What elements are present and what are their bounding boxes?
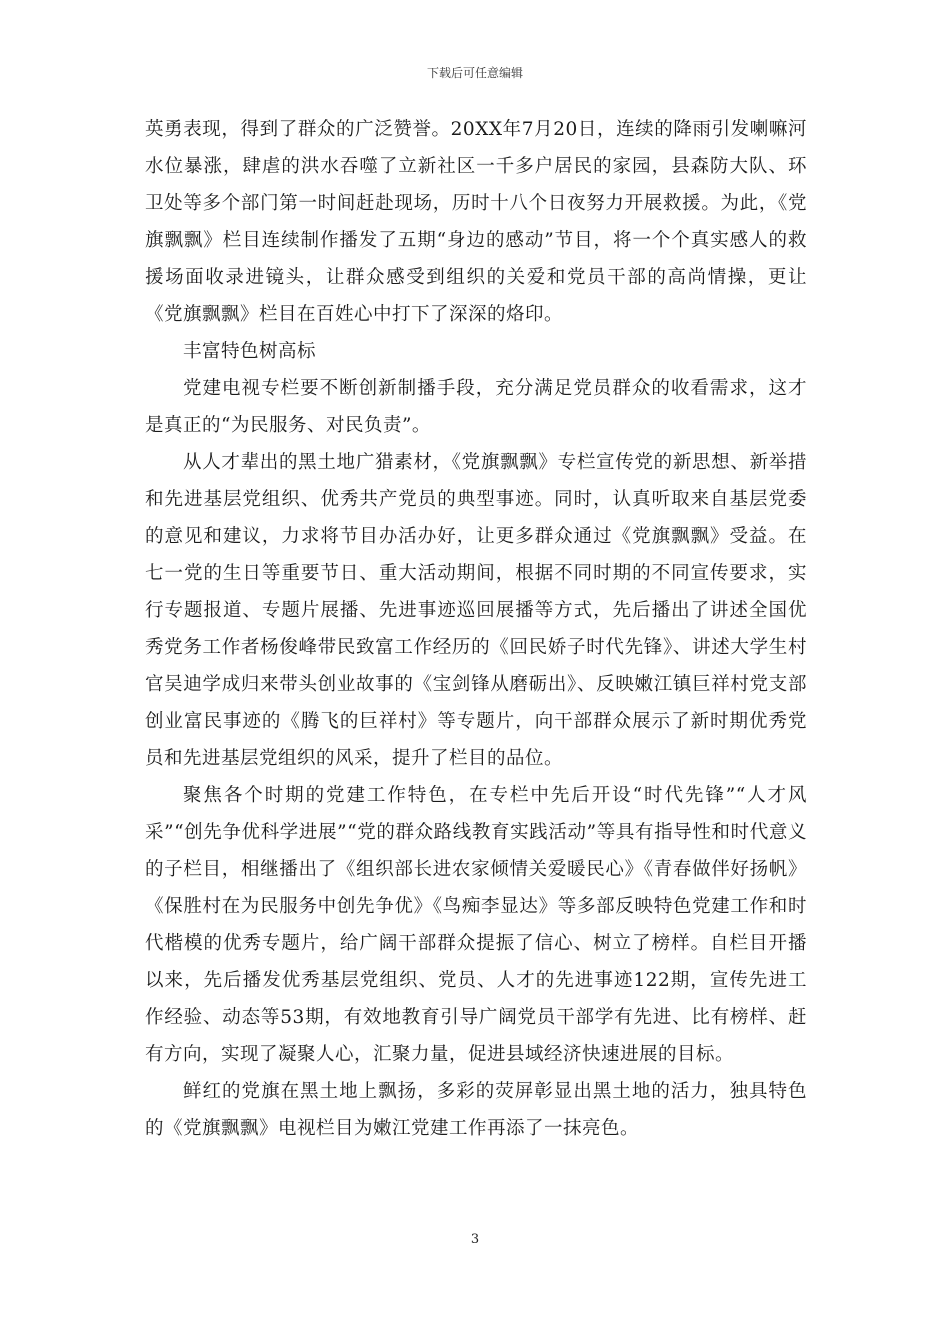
paragraph: 英勇表现，得到了群众的广泛赞誉。20XX年7月20日，连续的降雨引发喇嘛河水位暴涨，肆虐的洪水吞噬了立新社区一千多户居民的家园，县森防大队、环卫处等多个部门第一时间赶赴现场，历时十八个日夜努力开展救援。为此，《党旗飘飘》栏目连续制作播发了五期“身边的感动”节目，将一个个真实感人的救援场面收录进镜头，让群众感受到组织的关爱和党员干部的高尚情操，更让《党旗飘飘》栏目在百姓心中打下了深深的烙印。	[145, 119, 807, 325]
document-body	[145, 111, 807, 1147]
paragraph: 从人才辈出的黑土地广猎素材，《党旗飘飘》专栏宣传党的新思想、新举措和先进基层党组织、优秀共产党员的典型事迹。同时，认真听取来自基层党委的意见和建议，力求将节目办活办好，让更多群众通过《党旗飘飘》受益。在七一党的生日等重要节日、重大活动期间，根据不同时期的不同宣传要求，实行专题报道、专题片展播、先进事迹巡回展播等方式，先后播出了讲述全国优秀党务工作者杨俊峰带民致富工作经历的《回民娇子时代先锋》、讲述大学生村官吴迪学成归来带头创业故事的《宝剑锋从磨砺出》、反映嫩江镇巨祥村党支部创业富民事迹的《腾飞的巨祥村》等专题片，向干部群众展示了新时期优秀党员和先进基层党组织的风采，提升了栏目的品位。	[145, 452, 807, 769]
page-number: 3	[470, 1232, 480, 1247]
page-header: 下载后可任意编辑	[426, 66, 523, 80]
paragraph: 党建电视专栏要不断创新制播手段，充分满足党员群众的收看需求，这才是真正的“为民服务、对民负责”。	[145, 378, 807, 436]
section-heading: 丰富特色树高标	[183, 341, 317, 362]
paragraph: 聚焦各个时期的党建工作特色，在专栏中先后开设“时代先锋”“人才风采”“创先争优科学进展”“党的群众路线教育实践活动”等具有指导性和时代意义的子栏目，相继播出了《组织部长进农家倾情关爱暖民心》《青春做伴好扬帆》《保胜村在为民服务中创先争优》《鸟痴李显达》等多部反映特色党建工作和时代楷模的优秀专题片，给广阔干部群众提振了信心、树立了榜样。自栏目开播以来，先后播发优秀基层党组织、党员、人才的先进事迹122期，宣传先进工作经验、动态等53期，有效地教育引导广阔党员干部学有先进、比有榜样、赶有方向，实现了凝聚人心，汇聚力量，促进县域经济快速进展的目标。	[145, 785, 807, 1065]
paragraph: 鲜红的党旗在黑土地上飘扬，多彩的荧屏彰显出黑土地的活力，独具特色的《党旗飘飘》电视栏目为嫩江党建工作再添了一抹亮色。	[145, 1081, 807, 1139]
